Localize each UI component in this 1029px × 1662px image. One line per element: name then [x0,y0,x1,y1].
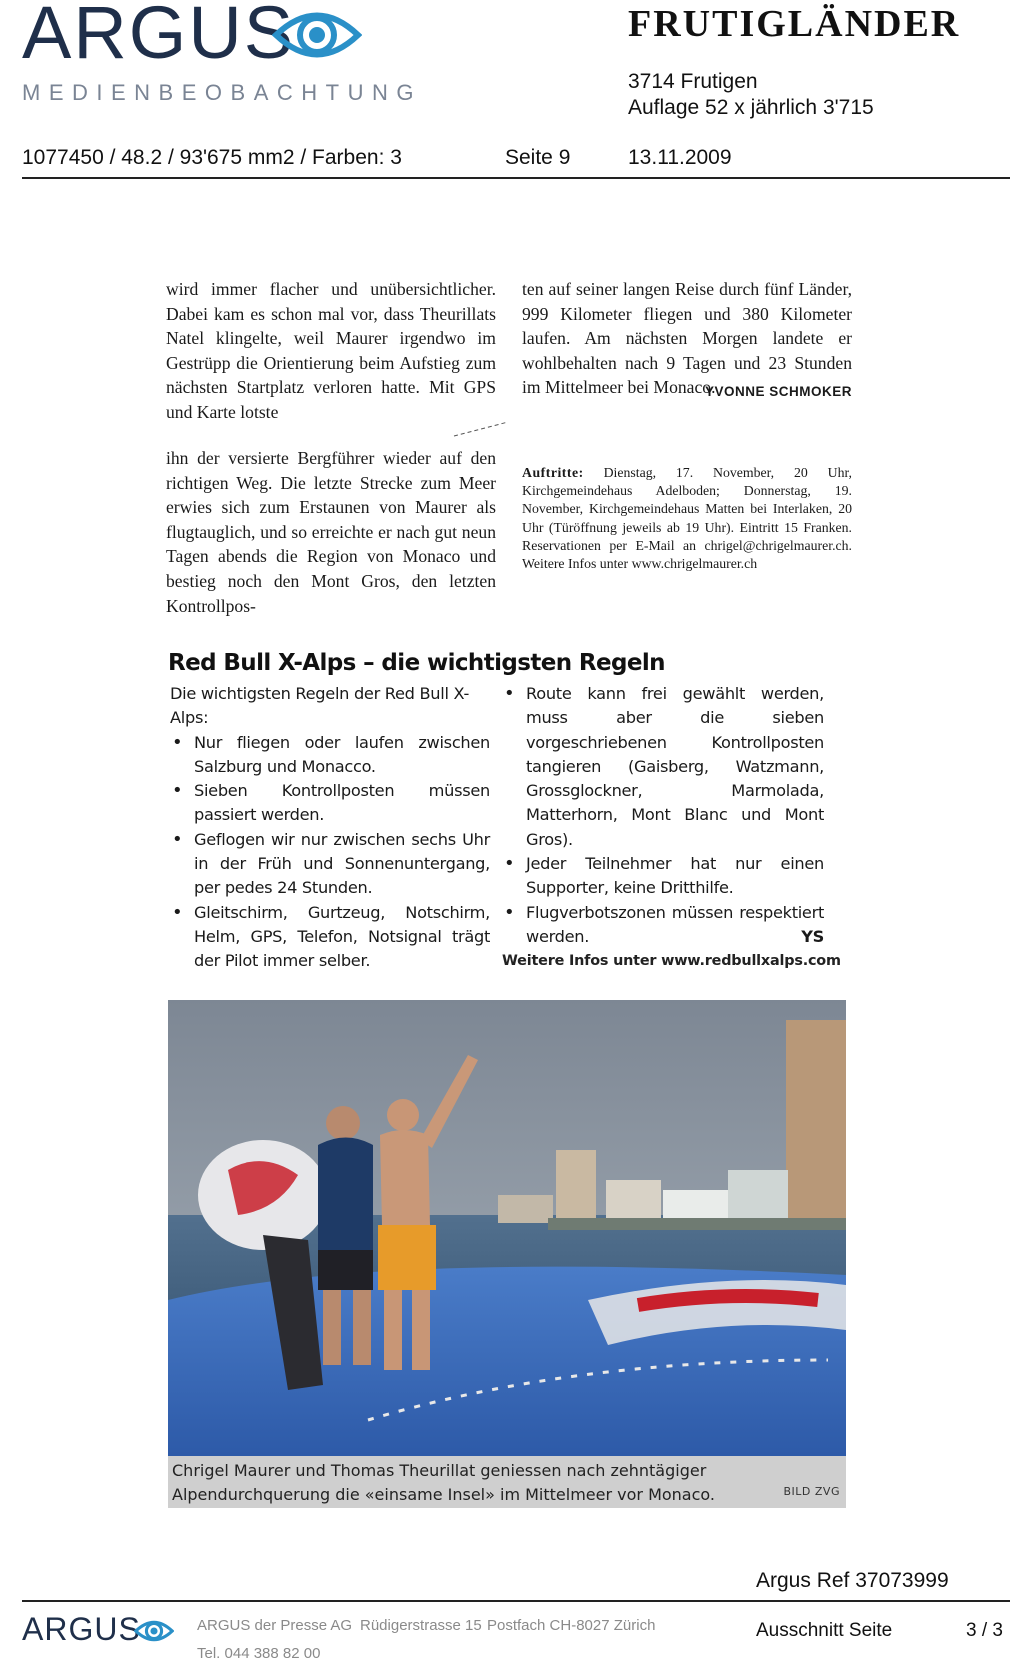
publication-date: 13.11.2009 [628,146,732,169]
rule-item: • Sieben Kontrollposten müssen passiert werden. [170,779,490,828]
article-paragraph: ihn der versierte Bergführer wieder auf den richtigen Weg. Die letzte Strecke zum Meer erwies sich zum Erstaunen von Maurer als flugtauglich, und so erreichte er nach gut neun Tagen abends die Region von Monaco und bestieg noch den Mont Gros, den letzten Kontrollpos- [166,448,496,616]
auftritte-text: Dienstag, 17. November, 20 Uhr, Kirchgemeindehaus Adelboden; Donnerstag, 19. November, Kirchgemeindehaus Matten bei Interlaken, 20 Uhr (Türöffnung jeweils ab 19 Uhr). Eintritt 15 Franken. Reservationen per E-Mail an chrigel@chrigelmaurer.ch. Weitere Infos unter www.chrigelmaurer.ch [522,465,852,572]
article-paragraph: ten auf seiner langen Reise durch fünf Länder, 999 Kilometer fliegen und 380 Kilometer laufen. Am nächsten Morgen landete er wohlbehalten nach 9 Tagen und 23 Stunden im Mittelmeer bei Monaco. [522,279,852,398]
argus-logo-subtitle: MEDIENBEOBACHTUNG [22,80,422,105]
ausschnitt-value: 3 / 3 [966,1620,1003,1641]
cut-mark [452,420,512,440]
publication-name: FRUTIGLÄNDER [628,3,961,45]
rule-item: • Geflogen wir nur zwischen sechs Uhr in der Früh und Sonnenuntergang, per pedes 24 Stunden. [170,828,490,901]
rules-box-title: Red Bull X-Alps – die wichtigsten Regeln [168,650,665,676]
argus-logo: ARGUS [22,0,296,74]
article-column-1-top [166,277,496,425]
footer-company: ARGUS der Presse AG [197,1617,353,1634]
byline: YVONNE SCHMOKER [704,383,852,399]
footer-divider [22,1600,1010,1602]
rule-item: • Nur fliegen oder laufen zwischen Salzburg und Monacco. [170,731,490,780]
rule-item: • Jeder Teilnehmer hat nur einen Supporter, keine Dritthilfe. [502,852,824,901]
rules-intro: Die wichtigsten Regeln der Red Bull X-Alps: [170,684,470,728]
rule-item: • Route kann frei gewählt werden, muss aber die sieben vorgeschriebenen Kontrollposten tangieren (Gaisberg, Watzmann, Grossglockner, Marmolada, Matterhorn, Mont Blanc und Mont Gros). [502,682,824,852]
article-paragraph: wird immer flacher und unübersichtlicher. Dabei kam es schon mal vor, dass Theurillats Natel klingelte, weil Maurer irgendwo im Gestrüpp die Orientierung beim Aufstieg zum nächsten Startplatz verloren hatte. Mit GPS und Karte lotste [166,279,496,422]
ausschnitt-label: Ausschnitt Seite [756,1620,893,1641]
photo-caption [168,1456,846,1508]
article-column-2 [522,277,852,405]
footer-street: Rüdigerstrasse 15 [360,1617,482,1634]
publication-circulation: Auflage 52 x jährlich 3'715 [628,96,874,119]
rule-item [502,901,824,950]
eye-icon [134,1616,174,1646]
eye-icon [272,2,362,68]
header-divider [22,177,1010,179]
rules-column-left [170,682,490,974]
rules-more-info: Weitere Infos unter www.redbullxalps.com [502,953,841,969]
article-photo [168,1000,846,1456]
photo-illustration [168,1000,846,1456]
auftritte-info [522,464,852,573]
photo-credit: BILD ZVG [783,1485,840,1498]
footer-postbox: Postfach CH-8027 Zürich [487,1617,656,1634]
publication-location: 3714 Frutigen [628,70,758,93]
article-column-1-bottom [166,446,496,618]
rule-item: • Gleitschirm, Gurtzeug, Notschirm, Helm, GPS, Telefon, Notsignal trägt der Pilot immer selber. [170,901,490,974]
rules-initials: YS [801,926,824,946]
argus-reference: Argus Ref 37073999 [756,1569,949,1592]
footer-phone: Tel. 044 388 82 00 [197,1645,321,1662]
clip-meta: 1077450 / 48.2 / 93'675 mm2 / Farben: 3 [22,146,402,169]
rules-column-right [502,682,824,949]
rule-item-text: Flugverbotszonen müssen respektiert werden. [526,902,824,946]
footer-argus-logo: ARGUS [22,1611,141,1647]
page-number: Seite 9 [505,146,571,169]
auftritte-label: Auftritte: [522,465,584,480]
photo-caption-text: Chrigel Maurer und Thomas Theurillat geniessen nach zehntägiger Alpendurchquerung die «einsame Insel» im Mittelmeer vor Monaco. [172,1461,715,1504]
